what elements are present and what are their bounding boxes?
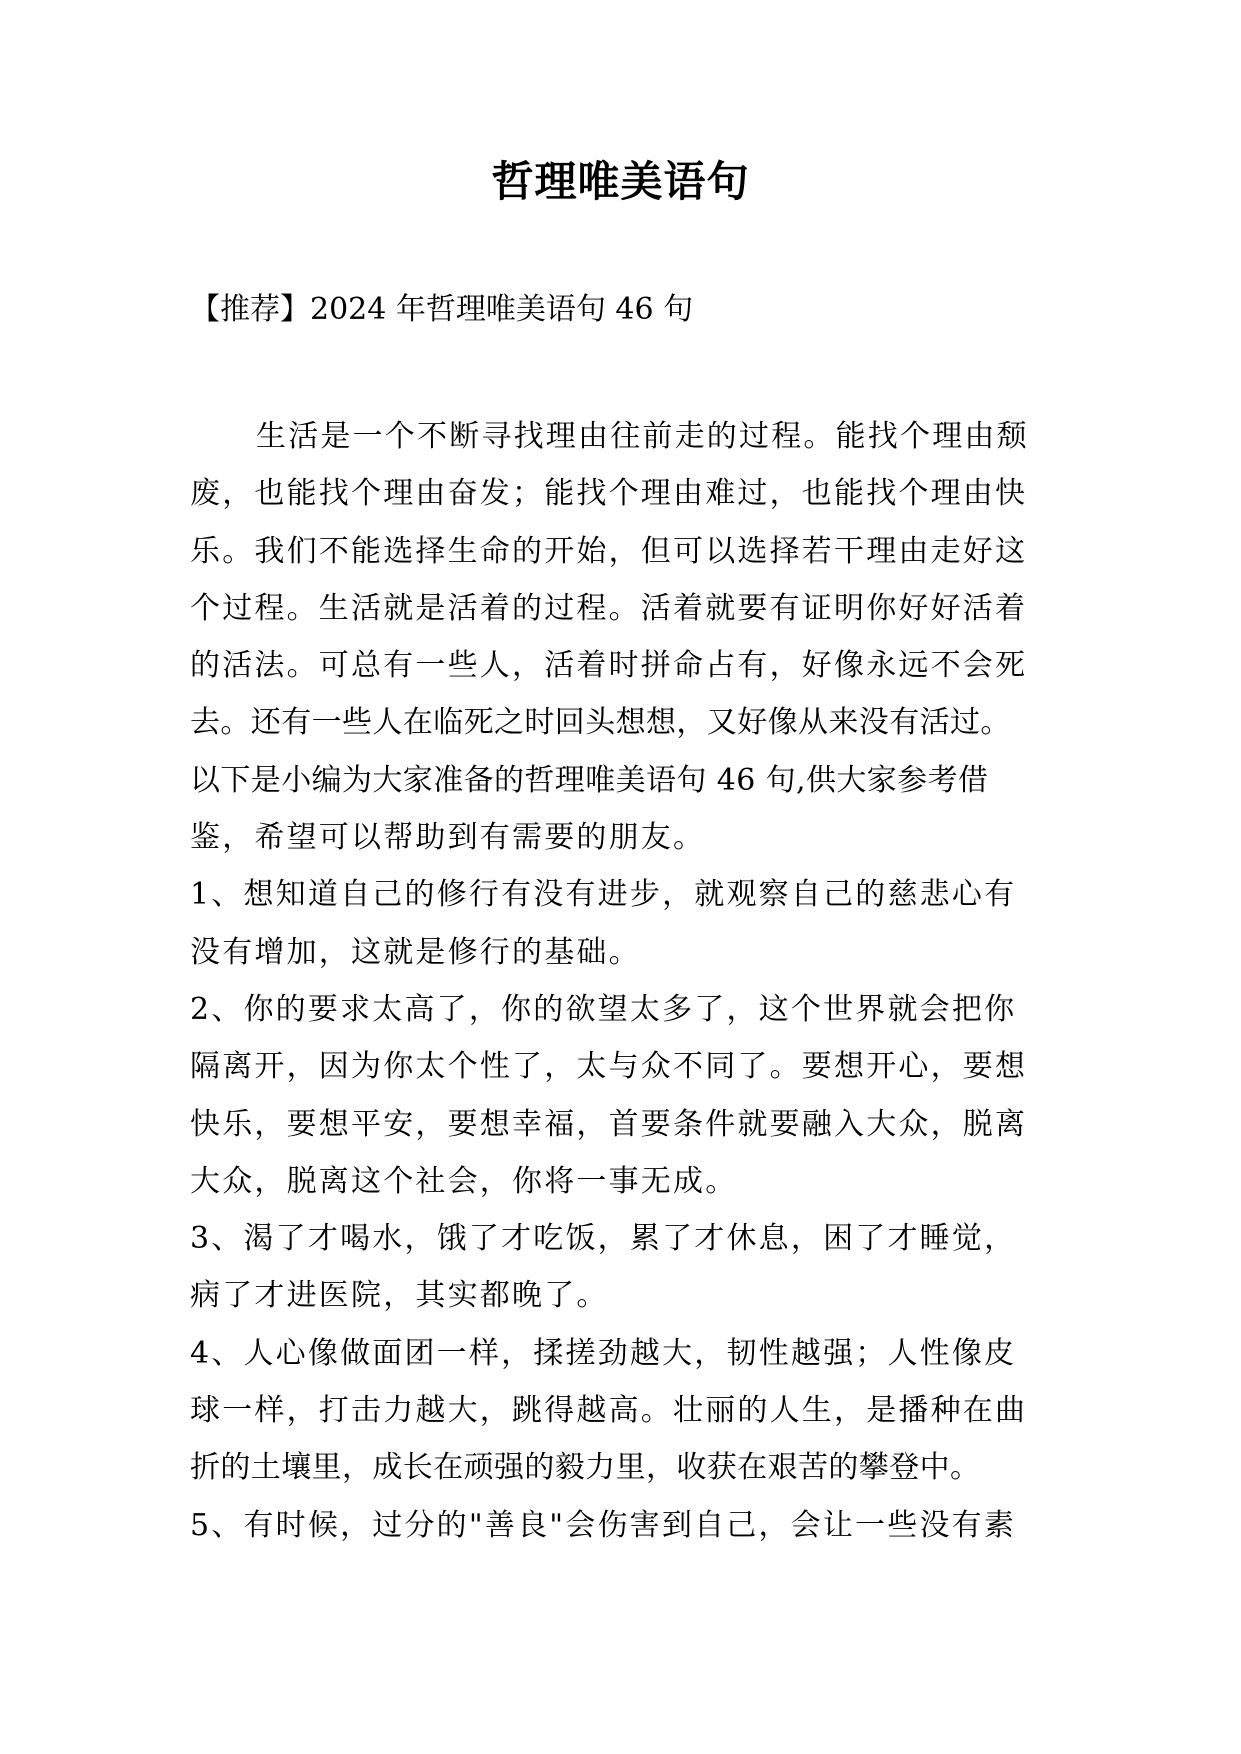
- list-item-line: 3、渴了才喝水，饿了才吃饭，累了才休息，困了才睡觉，: [190, 1221, 1017, 1257]
- list-item-line: 4、人心像做面团一样，揉搓劲越大，韧性越强；人性像皮: [190, 1335, 1017, 1371]
- document-body: [190, 408, 1060, 1554]
- list-item-line: 2、你的要求太高了，你的欲望太多了，这个世界就会把你: [190, 991, 1017, 1027]
- paragraph-line: 鉴，希望可以帮助到有需要的朋友。: [190, 820, 706, 856]
- paragraph-line: 生活是一个不断寻找理由往前走的过程。能找个理由颓: [256, 419, 1029, 454]
- list-item-line: 折的土壤里，成长在顽强的毅力里，收获在艰苦的攀登中。: [190, 1450, 981, 1486]
- paragraph-line: 废，也能找个理由奋发；能找个理由难过，也能找个理由快: [190, 476, 1028, 512]
- paragraph-line: 以下是小编为大家准备的哲理唯美语句 46 句,供大家参考借: [190, 762, 989, 798]
- list-item-line: 1、想知道自己的修行有没有进步，就观察自己的慈悲心有: [190, 877, 1017, 913]
- document-subtitle: 【推荐】2024 年哲理唯美语句 46 句: [190, 292, 694, 327]
- list-item-line: 病了才进医院，其实都晚了。: [190, 1278, 609, 1314]
- list-item-line: 隔离开，因为你太个性了，太与众不同了。要想开心，要想: [190, 1049, 1028, 1085]
- paragraph-line: 去。还有一些人在临死之时回头想想，又好像从来没有活过。: [190, 705, 1011, 741]
- list-item-line: 5、有时候，过分的"善良"会伤害到自己，会让一些没有素: [190, 1507, 1017, 1543]
- paragraph-line: 个过程。生活就是活着的过程。活着就要有证明你好好活着: [190, 590, 1028, 626]
- list-item-line: 大众，脱离这个社会，你将一事无成。: [190, 1163, 738, 1199]
- paragraph-line: 的活法。可总有一些人，活着时拼命占有，好像永远不会死: [190, 648, 1028, 684]
- document-title: 哲理唯美语句: [491, 157, 750, 206]
- list-item-line: 快乐，要想平安，要想幸福，首要条件就要融入大众，脱离: [190, 1106, 1028, 1142]
- paragraph-line: 乐。我们不能选择生命的开始，但可以选择若干理由走好这: [190, 533, 1028, 569]
- list-item-line: 球一样，打击力越大，跳得越高。壮丽的人生，是播种在曲: [190, 1393, 1028, 1429]
- list-item-line: 没有增加，这就是修行的基础。: [190, 934, 641, 970]
